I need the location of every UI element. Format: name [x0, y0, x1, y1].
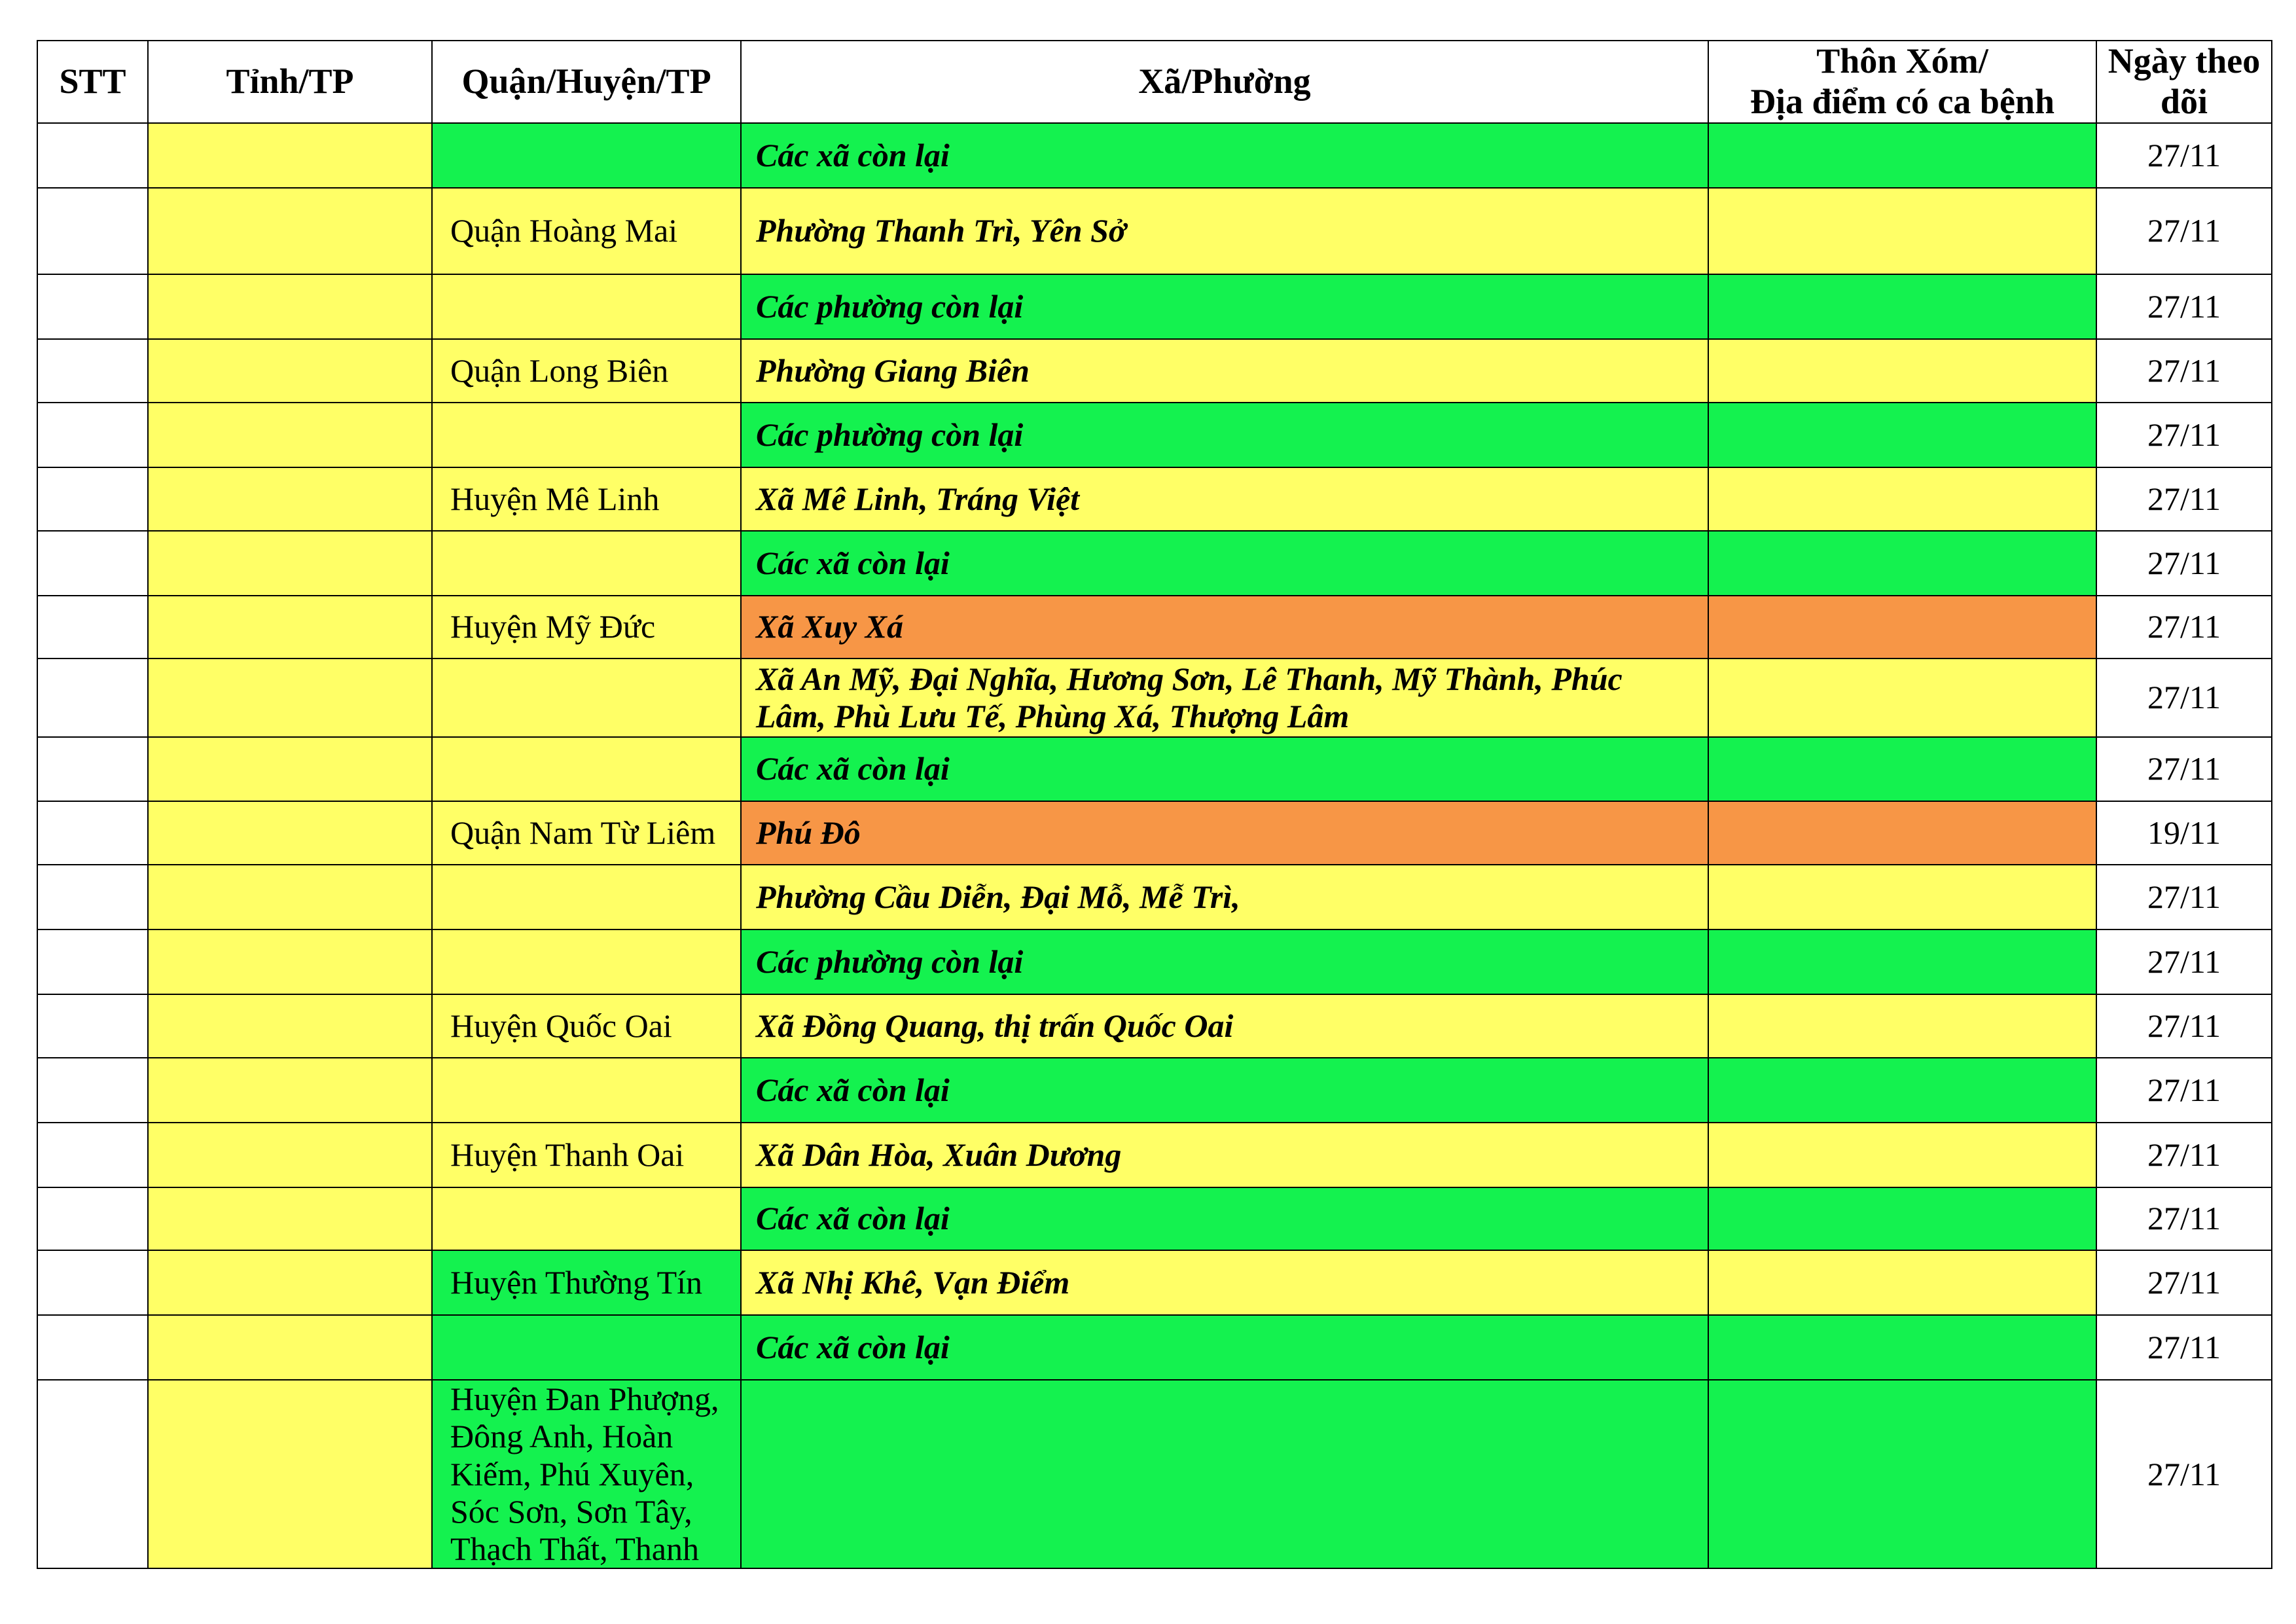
district-cell: Quận Long Biên — [432, 339, 741, 403]
stt-cell — [37, 188, 148, 274]
date-cell: 27/11 — [2096, 531, 2272, 596]
district-cell: Huyện Mê Linh — [432, 467, 741, 531]
province-cell — [148, 929, 432, 994]
header-date: Ngày theo dõi — [2096, 41, 2272, 123]
date-cell: 27/11 — [2096, 274, 2272, 339]
location-cell — [1708, 1123, 2096, 1187]
province-cell — [148, 737, 432, 801]
district-cell — [432, 737, 741, 801]
date-cell: 27/11 — [2096, 1058, 2272, 1123]
stt-cell — [37, 1315, 148, 1380]
risk-level-table — [37, 40, 2272, 1569]
district-cell — [432, 865, 741, 929]
date-cell: 27/11 — [2096, 659, 2272, 737]
table-row — [37, 1058, 2272, 1123]
ward-cell: Phường Cầu Diễn, Đại Mỗ, Mễ Trì, — [741, 865, 1708, 929]
province-cell — [148, 531, 432, 596]
table-row — [37, 801, 2272, 865]
ward-cell — [741, 1380, 1708, 1568]
table-row — [37, 123, 2272, 188]
table-row — [37, 339, 2272, 403]
location-cell — [1708, 801, 2096, 865]
ward-cell: Xã Nhị Khê, Vạn Điểm — [741, 1250, 1708, 1315]
stt-cell — [37, 339, 148, 403]
district-cell — [432, 123, 741, 188]
stt-cell — [37, 659, 148, 737]
location-cell — [1708, 339, 2096, 403]
province-cell — [148, 274, 432, 339]
location-cell — [1708, 1187, 2096, 1250]
location-cell — [1708, 123, 2096, 188]
date-cell: 27/11 — [2096, 123, 2272, 188]
stt-cell — [37, 865, 148, 929]
table-row — [37, 1315, 2272, 1380]
table-row — [37, 737, 2272, 801]
table-row — [37, 403, 2272, 467]
province-cell — [148, 467, 432, 531]
date-cell: 27/11 — [2096, 1187, 2272, 1250]
district-cell: Quận Hoàng Mai — [432, 188, 741, 274]
table-row — [37, 531, 2272, 596]
stt-cell — [37, 596, 148, 659]
stt-cell — [37, 1123, 148, 1187]
stt-cell — [37, 531, 148, 596]
district-cell — [432, 1315, 741, 1380]
date-cell: 27/11 — [2096, 737, 2272, 801]
header-ward: Xã/Phường — [741, 41, 1708, 123]
ward-cell: Phú Đô — [741, 801, 1708, 865]
location-cell — [1708, 274, 2096, 339]
district-cell: Huyện Đan Phượng, Đông Anh, Hoàn Kiếm, Phú Xuyên, Sóc Sơn, Sơn Tây, Thạch Thất, Thanh — [432, 1380, 741, 1568]
district-cell — [432, 403, 741, 467]
stt-cell — [37, 1058, 148, 1123]
stt-cell — [37, 929, 148, 994]
district-cell — [432, 929, 741, 994]
district-cell — [432, 1187, 741, 1250]
location-cell — [1708, 1058, 2096, 1123]
province-cell — [148, 1250, 432, 1315]
ward-cell: Xã Đồng Quang, thị trấn Quốc Oai — [741, 994, 1708, 1058]
stt-cell — [37, 403, 148, 467]
district-cell: Huyện Quốc Oai — [432, 994, 741, 1058]
location-cell — [1708, 467, 2096, 531]
district-cell — [432, 1058, 741, 1123]
date-cell: 19/11 — [2096, 801, 2272, 865]
stt-cell — [37, 1380, 148, 1568]
table-row — [37, 1187, 2272, 1250]
ward-cell: Xã An Mỹ, Đại Nghĩa, Hương Sơn, Lê Thanh, Mỹ Thành, Phúc Lâm, Phù Lưu Tế, Phùng Xá, Thượng Lâm — [741, 659, 1708, 737]
ward-cell: Các phường còn lại — [741, 403, 1708, 467]
stt-cell — [37, 994, 148, 1058]
district-cell — [432, 659, 741, 737]
header-stt: STT — [37, 41, 148, 123]
district-cell: Huyện Thường Tín — [432, 1250, 741, 1315]
table-row — [37, 865, 2272, 929]
ward-cell: Các xã còn lại — [741, 531, 1708, 596]
table-row — [37, 274, 2272, 339]
table-row — [37, 659, 2272, 737]
ward-cell: Phường Giang Biên — [741, 339, 1708, 403]
province-cell — [148, 123, 432, 188]
stt-cell — [37, 274, 148, 339]
province-cell — [148, 339, 432, 403]
ward-cell: Xã Dân Hòa, Xuân Dương — [741, 1123, 1708, 1187]
location-cell — [1708, 994, 2096, 1058]
ward-cell: Phường Thanh Trì, Yên Sở — [741, 188, 1708, 274]
stt-cell — [37, 737, 148, 801]
district-cell: Huyện Thanh Oai — [432, 1123, 741, 1187]
stt-cell — [37, 1187, 148, 1250]
table-row — [37, 1380, 2272, 1568]
location-cell — [1708, 596, 2096, 659]
province-cell — [148, 994, 432, 1058]
location-cell — [1708, 531, 2096, 596]
stt-cell — [37, 467, 148, 531]
date-cell: 27/11 — [2096, 188, 2272, 274]
location-cell — [1708, 1315, 2096, 1380]
ward-cell: Các xã còn lại — [741, 1315, 1708, 1380]
location-cell — [1708, 1250, 2096, 1315]
table-row — [37, 1250, 2272, 1315]
table-row — [37, 188, 2272, 274]
date-cell: 27/11 — [2096, 403, 2272, 467]
province-cell — [148, 1380, 432, 1568]
header-district: Quận/Huyện/TP — [432, 41, 741, 123]
ward-cell: Các xã còn lại — [741, 1187, 1708, 1250]
district-cell: Quận Nam Từ Liêm — [432, 801, 741, 865]
date-cell: 27/11 — [2096, 596, 2272, 659]
province-cell — [148, 1058, 432, 1123]
location-cell — [1708, 929, 2096, 994]
table-row — [37, 467, 2272, 531]
date-cell: 27/11 — [2096, 929, 2272, 994]
province-cell — [148, 801, 432, 865]
location-cell — [1708, 403, 2096, 467]
province-cell — [148, 596, 432, 659]
location-cell — [1708, 737, 2096, 801]
district-cell: Huyện Mỹ Đức — [432, 596, 741, 659]
ward-cell: Các phường còn lại — [741, 274, 1708, 339]
date-cell: 27/11 — [2096, 994, 2272, 1058]
header-location: Thôn Xóm/ Địa điểm có ca bệnh — [1708, 41, 2096, 123]
date-cell: 27/11 — [2096, 467, 2272, 531]
ward-cell: Xã Mê Linh, Tráng Việt — [741, 467, 1708, 531]
date-cell: 27/11 — [2096, 1250, 2272, 1315]
location-cell — [1708, 659, 2096, 737]
ward-cell: Xã Xuy Xá — [741, 596, 1708, 659]
ward-cell: Các xã còn lại — [741, 123, 1708, 188]
province-cell — [148, 1123, 432, 1187]
stt-cell — [37, 1250, 148, 1315]
ward-cell: Các xã còn lại — [741, 737, 1708, 801]
location-cell — [1708, 1380, 2096, 1568]
table-row — [37, 994, 2272, 1058]
province-cell — [148, 403, 432, 467]
province-cell — [148, 1187, 432, 1250]
date-cell: 27/11 — [2096, 865, 2272, 929]
date-cell: 27/11 — [2096, 339, 2272, 403]
province-cell — [148, 659, 432, 737]
province-cell — [148, 1315, 432, 1380]
table-row — [37, 929, 2272, 994]
district-cell — [432, 531, 741, 596]
province-cell — [148, 188, 432, 274]
date-cell: 27/11 — [2096, 1315, 2272, 1380]
table-row — [37, 596, 2272, 659]
ward-cell: Các phường còn lại — [741, 929, 1708, 994]
header-province: Tỉnh/TP — [148, 41, 432, 123]
location-cell — [1708, 865, 2096, 929]
table-body — [37, 123, 2272, 1568]
ward-cell: Các xã còn lại — [741, 1058, 1708, 1123]
date-cell: 27/11 — [2096, 1380, 2272, 1568]
district-cell — [432, 274, 741, 339]
location-cell — [1708, 188, 2096, 274]
stt-cell — [37, 123, 148, 188]
header-row — [37, 41, 2272, 123]
stt-cell — [37, 801, 148, 865]
province-cell — [148, 865, 432, 929]
table-row — [37, 1123, 2272, 1187]
date-cell: 27/11 — [2096, 1123, 2272, 1187]
